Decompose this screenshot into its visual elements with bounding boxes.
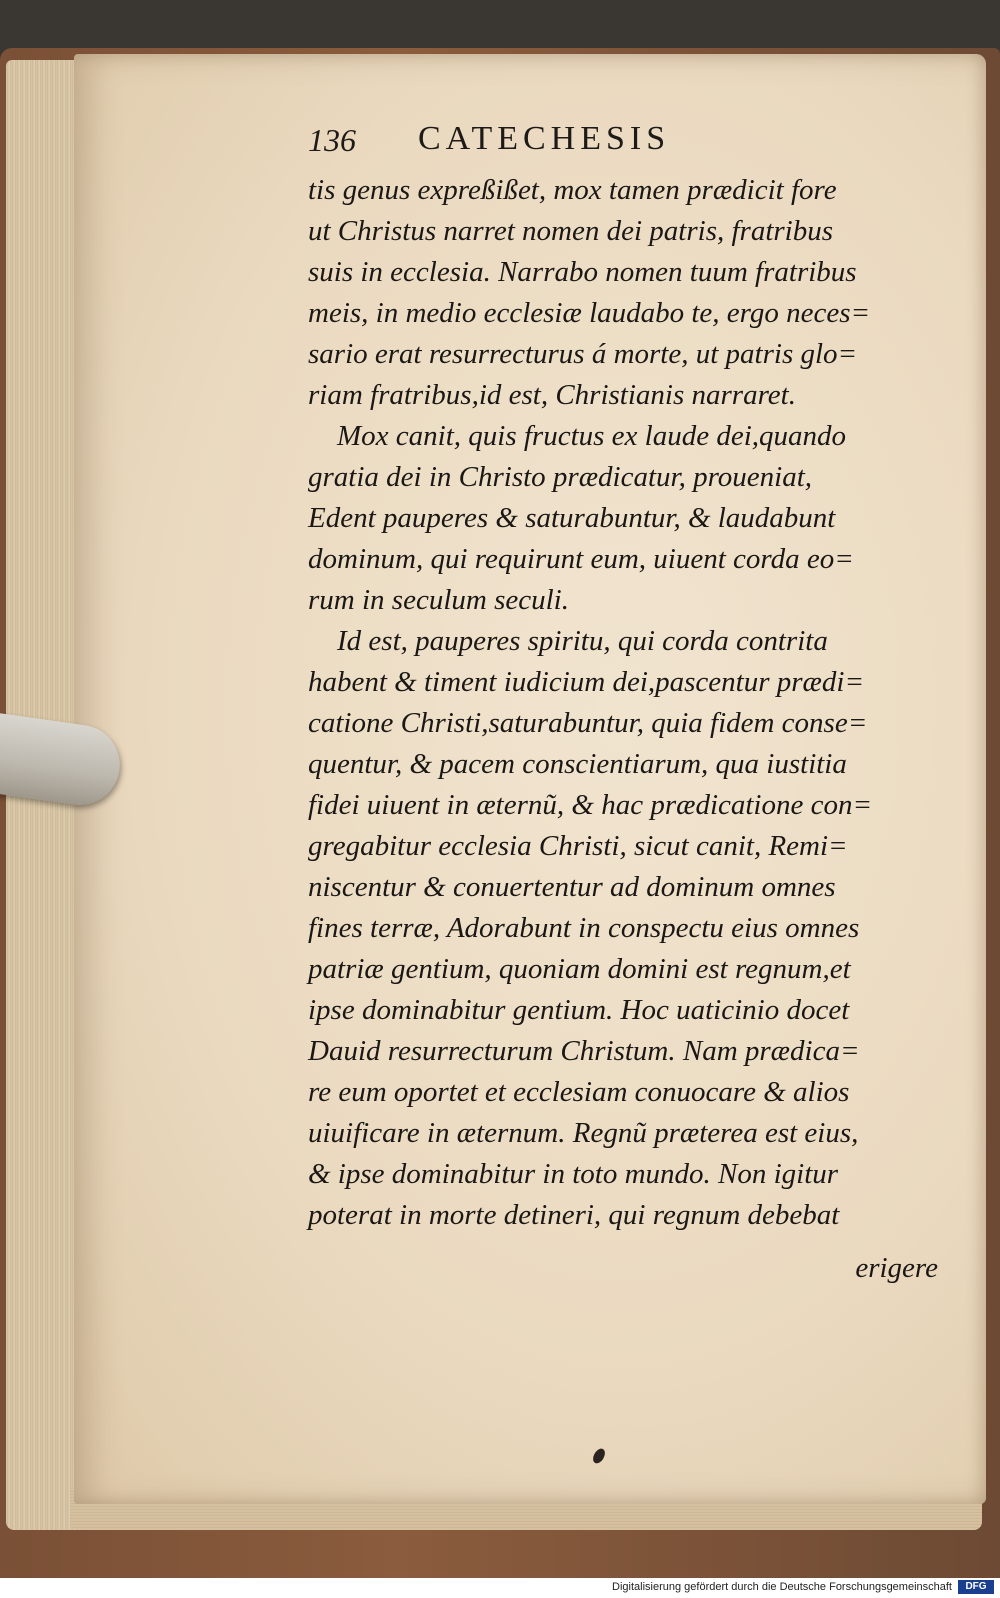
text-line: suis in ecclesia. Narrabo nomen tuum fratribus	[308, 256, 857, 288]
text-line: patriæ gentium, quoniam domini est regnum,et	[308, 953, 851, 985]
text-line: fidei uiuent in æternũ, & hac prædicatione con=	[308, 789, 873, 821]
text-line: re eum oportet et ecclesiam conuocare & alios	[308, 1076, 850, 1108]
catchword: erigere	[855, 1252, 938, 1284]
text-line: Id est, pauperes spiritu, qui corda contrita	[308, 625, 828, 657]
text-line: rum in seculum seculi.	[308, 584, 569, 616]
text-line: dominum, qui requirunt eum, uiuent corda eo=	[308, 543, 854, 575]
text-line: Edent pauperes & saturabuntur, & laudabunt	[308, 502, 836, 534]
text-line: tis genus expreßißet, mox tamen prædicit fore	[308, 174, 837, 206]
text-line: sario erat resurrecturus á morte, ut patris glo=	[308, 338, 858, 370]
body-text	[308, 170, 948, 1236]
text-line: Dauid resurrecturum Christum. Nam prædica=	[308, 1035, 860, 1067]
dfg-logo: DFG	[958, 1580, 994, 1594]
text-line: habent & timent iudicium dei,pascentur prædi=	[308, 666, 865, 698]
text-line: meis, in medio ecclesiæ laudabo te, ergo neces=	[308, 297, 871, 329]
text-line: & ipse dominabitur in toto mundo. Non igitur	[308, 1158, 839, 1190]
text-line: uiuificare in æternum. Regnũ præterea est eius,	[308, 1117, 859, 1149]
text-line: niscentur & conuertentur ad dominum omnes	[308, 871, 836, 903]
text-line: ut Christus narret nomen dei patris, fratribus	[308, 215, 834, 247]
text-line: Mox canit, quis fructus ex laude dei,quando	[308, 420, 847, 452]
text-line: catione Christi,saturabuntur, quia fidem conse=	[308, 707, 868, 739]
page-number: 136	[308, 122, 356, 158]
text-line: quentur, & pacem conscientiarum, qua iustitia	[308, 748, 847, 780]
text-line: fines terræ, Adorabunt in conspectu eius omnes	[308, 912, 860, 944]
page-header	[308, 118, 728, 164]
text-line: ipse dominabitur gentium. Hoc uaticinio docet	[308, 994, 850, 1026]
text-line: gratia dei in Christo prædicatur, proueniat,	[308, 461, 813, 493]
running-title: CATECHESIS	[418, 120, 671, 157]
text-line: gregabitur ecclesia Christi, sicut canit, Remi=	[308, 830, 848, 862]
text-line: riam fratribus,id est, Christianis narraret.	[308, 379, 796, 411]
text-line: poterat in morte detineri, qui regnum debebat	[308, 1199, 840, 1231]
footer-credit: Digitalisierung gefördert durch die Deutsche Forschungsgemeinschaft	[612, 1581, 952, 1593]
